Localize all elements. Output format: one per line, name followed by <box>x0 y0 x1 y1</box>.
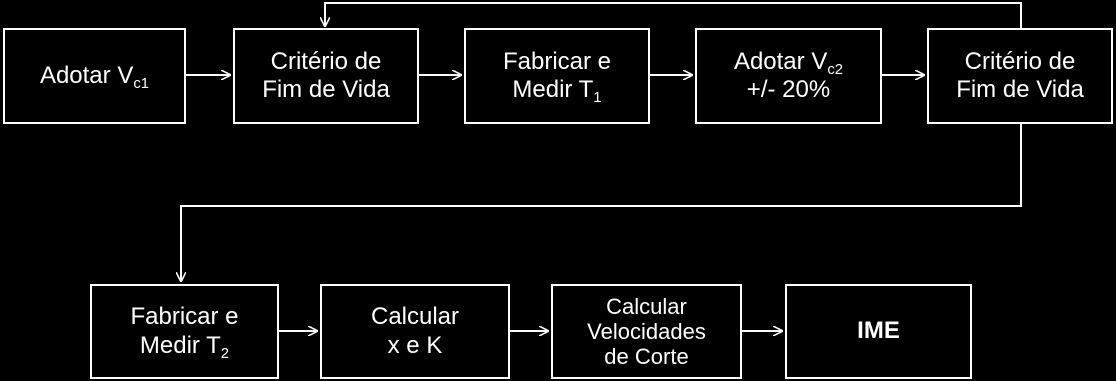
node-label-line: de Corte <box>604 344 689 370</box>
node-label-line: Fabricar e <box>130 303 239 331</box>
node-label <box>857 317 900 345</box>
node-label-line: Calcular <box>606 293 687 319</box>
node-label-line: +/- 20% <box>746 76 831 103</box>
subscript: 1 <box>593 90 602 107</box>
node-label <box>262 48 390 105</box>
node-fabricar-medir-t1 <box>464 28 650 124</box>
node-label-line: Fabricar e <box>502 47 612 75</box>
node-ime <box>785 284 972 379</box>
node-label-line: Medir T <box>139 331 221 359</box>
node-label <box>587 294 706 369</box>
node-criterio-fim-de-vida-1 <box>233 28 419 124</box>
node-label-line: Critério de <box>270 47 382 75</box>
node-label <box>734 48 843 105</box>
node-label-line: Fim de Vida <box>956 76 1084 103</box>
subscript: c2 <box>827 61 844 78</box>
node-label-line: Adotar V <box>733 47 828 75</box>
node-label <box>371 303 459 360</box>
node-label-line: IME <box>857 317 900 345</box>
node-label-line: x e K <box>387 331 443 359</box>
node-label-line: Calcular <box>370 303 460 331</box>
node-adotar-vc1 <box>3 28 186 124</box>
subscript: c1 <box>133 76 150 93</box>
node-label-line: Adotar V <box>39 61 134 89</box>
arrow-n5-n6 <box>181 124 1021 281</box>
node-label-line: Velocidades <box>587 318 706 344</box>
node-label-line: Critério de <box>964 47 1076 75</box>
node-criterio-fim-de-vida-2 <box>927 28 1113 124</box>
node-calcular-velocidades-de-corte <box>551 284 742 379</box>
node-label <box>39 61 150 93</box>
arrow-n5-n2-feedback <box>325 3 1021 28</box>
node-label <box>130 303 238 360</box>
node-adotar-vc2 <box>695 28 882 124</box>
node-label-line: Fim de Vida <box>262 76 390 103</box>
node-fabricar-medir-t2 <box>90 284 279 379</box>
subscript: 2 <box>220 345 230 362</box>
node-label-line: Medir T <box>512 76 594 103</box>
node-label <box>503 48 611 105</box>
node-label <box>956 48 1084 105</box>
node-calcular-x-e-k <box>320 284 510 379</box>
